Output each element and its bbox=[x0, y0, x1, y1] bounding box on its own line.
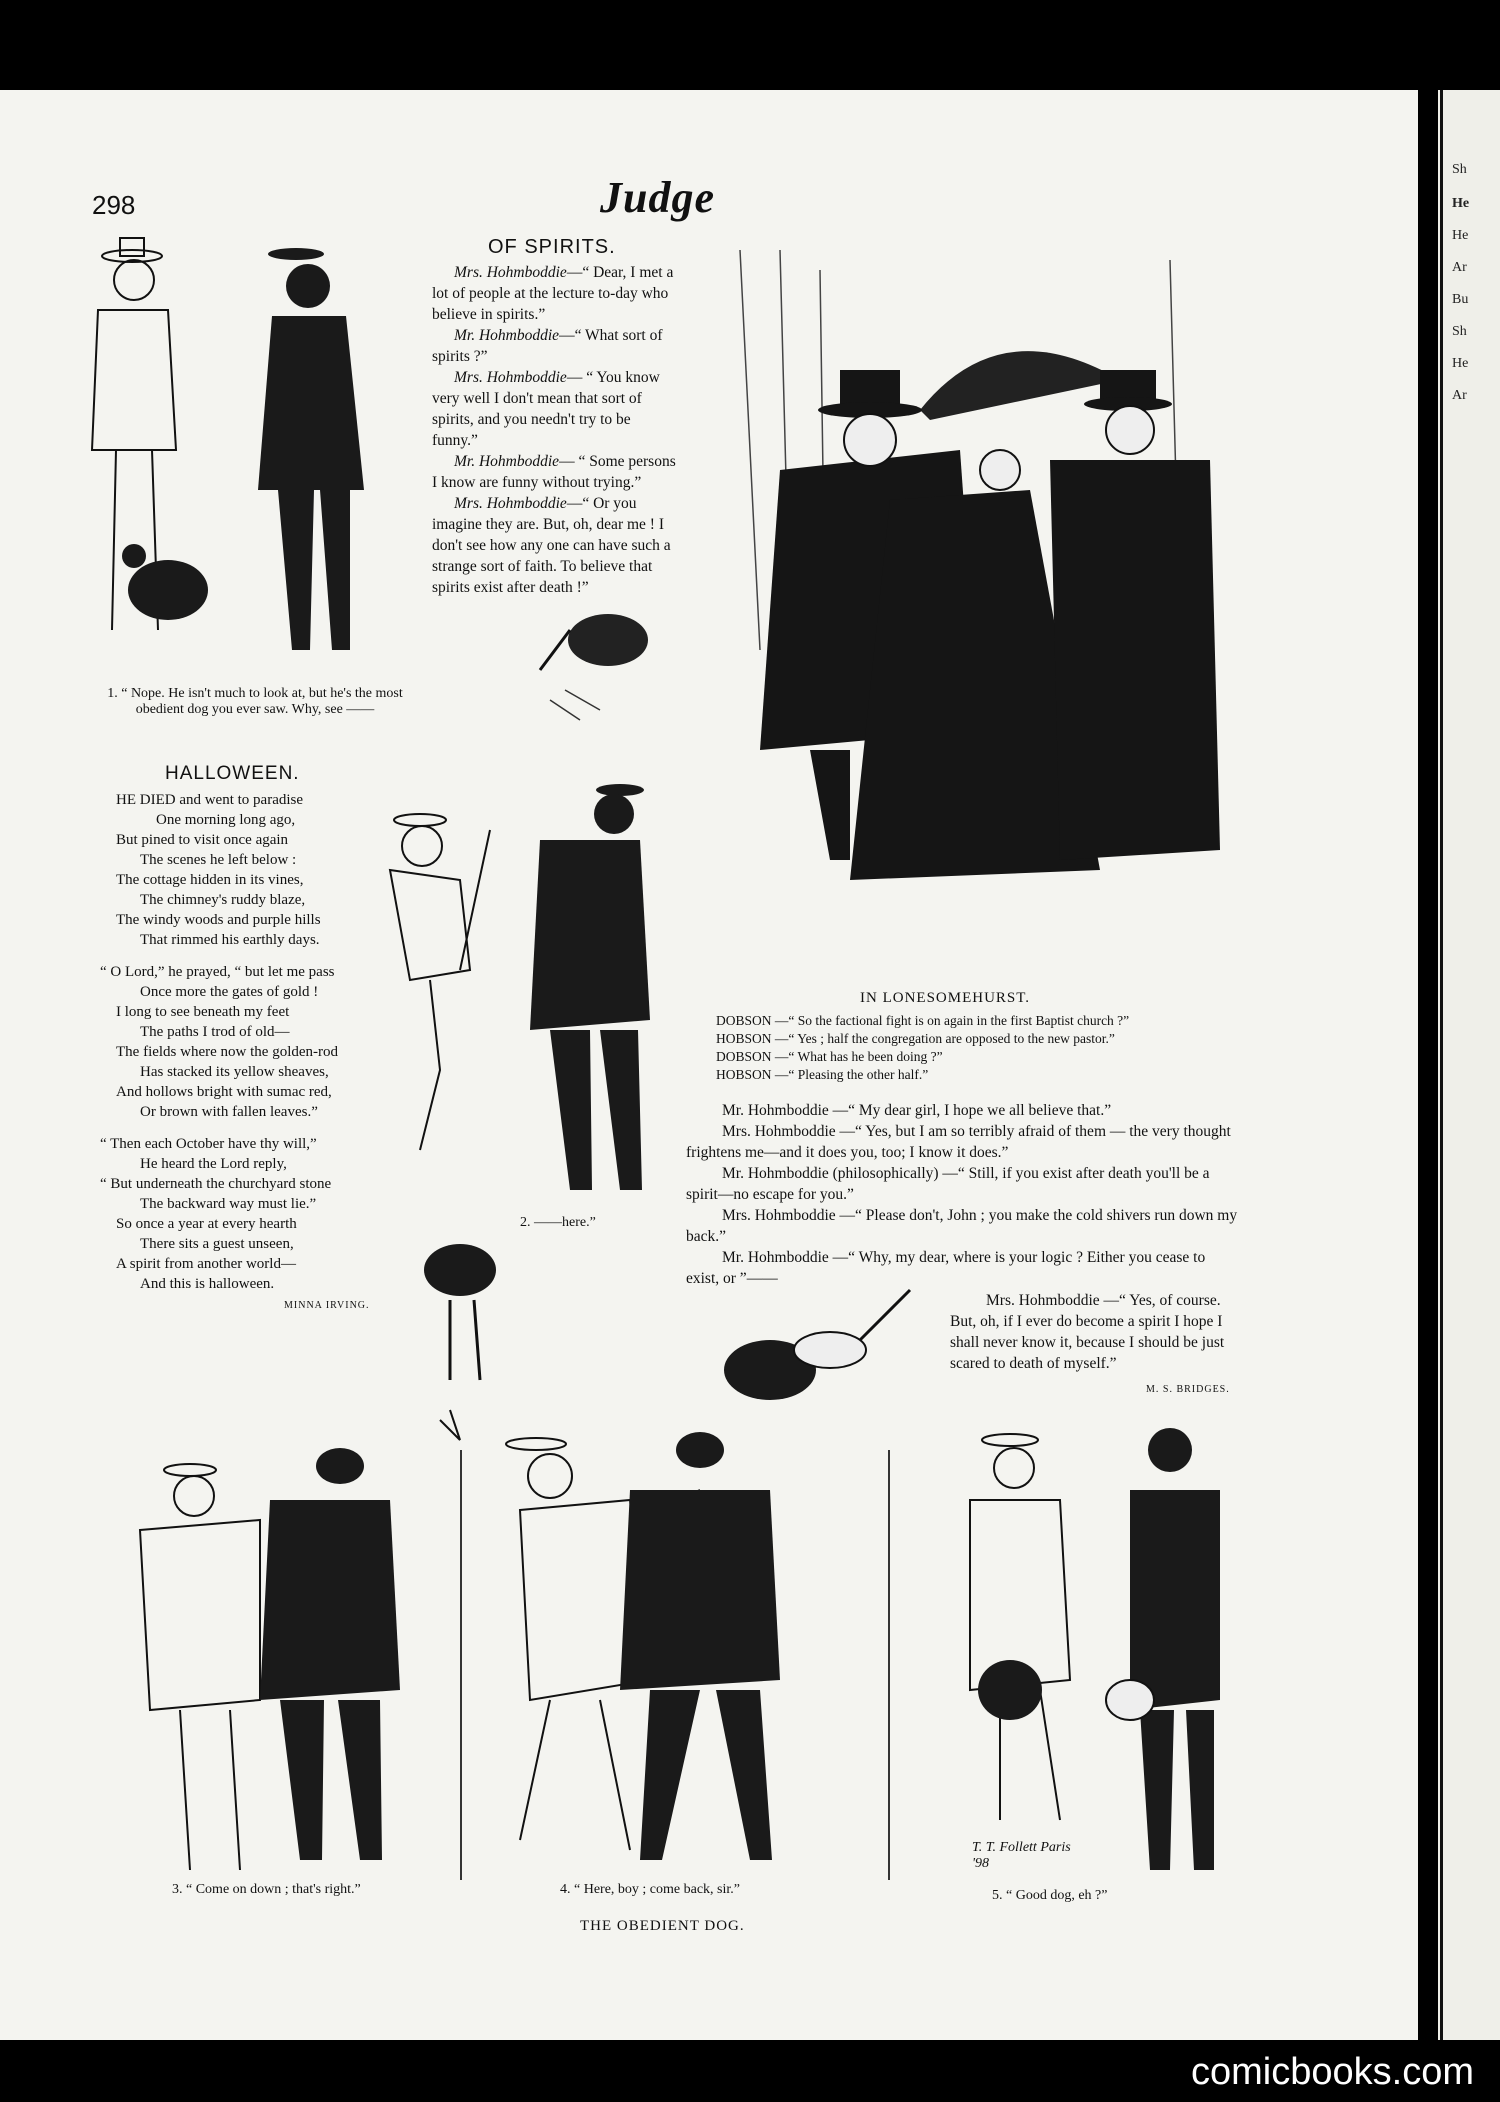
edge-text: Sh bbox=[1452, 162, 1467, 177]
poem-line: He heard the Lord reply, bbox=[140, 1156, 287, 1172]
edge-text: Bu bbox=[1452, 292, 1469, 307]
dialogue-line: Mr. Hohmboddie —“ My dear girl, I hope we all believe that.” bbox=[722, 1102, 1112, 1119]
poem-line: “ O Lord,” he prayed, “ but let me pass bbox=[100, 964, 335, 980]
poem-line: So once a year at every hearth bbox=[116, 1216, 297, 1232]
caption-1: 1. “ Nope. He isn't much to look at, but he's the most obedient dog you ever saw. Why, see —— bbox=[107, 686, 403, 717]
dialogue-line: HOBSON —“ Pleasing the other half.” bbox=[716, 1067, 929, 1082]
lonesomehurst-text bbox=[716, 1012, 1236, 1084]
poem-line: The cottage hidden in its vines, bbox=[116, 872, 304, 888]
artist-signature: T. T. Follett Paris '98 bbox=[972, 1840, 1071, 1871]
panel-3-illustration bbox=[110, 1440, 440, 1880]
caption-4: 4. “ Here, boy ; come back, sir.” bbox=[560, 1882, 740, 1897]
poem-line: The backward way must lie.” bbox=[140, 1196, 317, 1212]
of-spirits-title: OF SPIRITS. bbox=[488, 236, 616, 258]
speaker: Mr. Hohmboddie bbox=[454, 453, 560, 470]
caption-2: 2. ——here.” bbox=[520, 1215, 596, 1230]
poem-line: Once more the gates of gold ! bbox=[140, 984, 319, 1000]
of-spirits-continuation bbox=[686, 1100, 1241, 1289]
poem-line: “ Then each October have thy will,” bbox=[100, 1136, 317, 1152]
panel-4-illustration bbox=[480, 1420, 860, 1880]
lonesomehurst-title: IN LONESOMEHURST. bbox=[860, 990, 1031, 1006]
dialogue-line: Mrs. Hohmboddie —“ Yes, but I am so terribly afraid of them — the very thought frightens me—and it does you, too; I know it does.” bbox=[686, 1123, 1231, 1161]
adjacent-page-edge bbox=[1438, 90, 1500, 2040]
of-spirits-final bbox=[950, 1290, 1242, 1374]
poem-line: And this is halloween. bbox=[140, 1276, 275, 1292]
page-number: 298 bbox=[92, 190, 136, 220]
speaker: Mrs. Hohmboddie bbox=[454, 495, 567, 512]
edge-text: Ar bbox=[1452, 260, 1467, 275]
masthead: Judge bbox=[600, 173, 715, 222]
dialogue-line: HOBSON —“ Yes ; half the congregation are opposed to the new pastor.” bbox=[716, 1031, 1115, 1046]
poem-line: The windy woods and purple hills bbox=[116, 912, 321, 928]
dialogue: —“ Dear, I met a lot of people at the lecture to-day who believe in spirits.” bbox=[432, 264, 674, 323]
dialogue: —“ Or you imagine they are. But, oh, dear me ! I don't see how any one can have such a strange sort of faith. To believe that spirits exist after death !” bbox=[432, 495, 671, 596]
poem-line: A spirit from another world— bbox=[116, 1256, 296, 1272]
edge-text: He bbox=[1452, 356, 1469, 371]
poem-line: HE DIED and went to paradise bbox=[116, 792, 304, 808]
poem-line: And hollows bright with sumac red, bbox=[116, 1084, 332, 1100]
dialogue: — “ You know very well I don't mean that sort of spirits, and you needn't try to be funny.” bbox=[432, 369, 660, 449]
of-spirits-text bbox=[432, 262, 676, 598]
panel-divider bbox=[888, 1450, 890, 1880]
poodle-illustration bbox=[410, 1230, 530, 1450]
poem-line: There sits a guest unseen, bbox=[140, 1236, 294, 1252]
speaker: Mr. Hohmboddie bbox=[454, 327, 560, 344]
caption-5: 5. “ Good dog, eh ?” bbox=[992, 1888, 1108, 1903]
speaker: Mrs. Hohmboddie bbox=[454, 264, 567, 281]
poem-line: The chimney's ruddy blaze, bbox=[140, 892, 306, 908]
dialogue: —“ What sort of spirits ?” bbox=[432, 327, 663, 365]
edge-text: He bbox=[1452, 228, 1469, 243]
poem-line: That rimmed his earthly days. bbox=[140, 932, 320, 948]
panel-1-illustration bbox=[88, 230, 428, 670]
dialogue-line: DOBSON —“ What has he been doing ?” bbox=[716, 1049, 943, 1064]
poem-line: “ But underneath the churchyard stone bbox=[100, 1176, 332, 1192]
edge-text: He bbox=[1452, 196, 1470, 211]
poem-line: The scenes he left below : bbox=[140, 852, 297, 868]
dialogue-line: Mrs. Hohmboddie —“ Yes, of course. But, oh, if I ever do become a spirit I hope I shall never know it, because I should be just scared to death of myself.” bbox=[950, 1292, 1225, 1372]
poem-line: But pined to visit once again bbox=[116, 832, 289, 848]
poem-line: Or brown with fallen leaves.” bbox=[140, 1104, 318, 1120]
edge-text: Ar bbox=[1452, 388, 1467, 403]
dialogue-line: Mr. Hohmboddie —“ Why, my dear, where is your logic ? Either you cease to exist, or ”—— bbox=[686, 1249, 1206, 1287]
poem-line: Has stacked its yellow sheaves, bbox=[140, 1064, 329, 1080]
panel-divider bbox=[460, 1450, 462, 1880]
dialogue-line: DOBSON —“ So the factional fight is on again in the first Baptist church ?” bbox=[716, 1013, 1130, 1028]
poem-line: I long to see beneath my feet bbox=[116, 1004, 290, 1020]
halloween-author: MINNA IRVING. bbox=[284, 1300, 370, 1311]
flying-poodle-illustration bbox=[520, 580, 670, 730]
halloween-title: HALLOWEEN. bbox=[165, 763, 300, 784]
watermark: comicbooks.com bbox=[1191, 2051, 1474, 2093]
poem-line: The fields where now the golden-rod bbox=[116, 1044, 339, 1060]
halloween-poem bbox=[100, 790, 410, 1294]
strip-title: THE OBEDIENT DOG. bbox=[580, 1918, 745, 1934]
panel-5-illustration bbox=[930, 1420, 1250, 1880]
panel-2-illustration bbox=[370, 770, 670, 1210]
speaker: Mrs. Hohmboddie bbox=[454, 369, 567, 386]
dialogue-line: Mrs. Hohmboddie —“ Please don't, John ; you make the cold shivers run down my back.” bbox=[686, 1207, 1238, 1245]
poem-line: One morning long ago, bbox=[156, 812, 296, 828]
poem-line: The paths I trod of old— bbox=[140, 1024, 290, 1040]
couple-with-umbrella-illustration bbox=[700, 250, 1260, 930]
caption-3: 3. “ Come on down ; that's right.” bbox=[172, 1882, 361, 1897]
of-spirits-author: M. S. BRIDGES. bbox=[1146, 1384, 1230, 1395]
leaping-poodle-illustration bbox=[710, 1280, 940, 1440]
edge-text: Sh bbox=[1452, 324, 1467, 339]
dialogue-line: Mr. Hohmboddie (philosophically) —“ Still, if you exist after death you'll be a spirit—no escape for you.” bbox=[686, 1165, 1210, 1203]
dialogue: — “ Some persons I know are funny without trying.” bbox=[432, 453, 676, 491]
